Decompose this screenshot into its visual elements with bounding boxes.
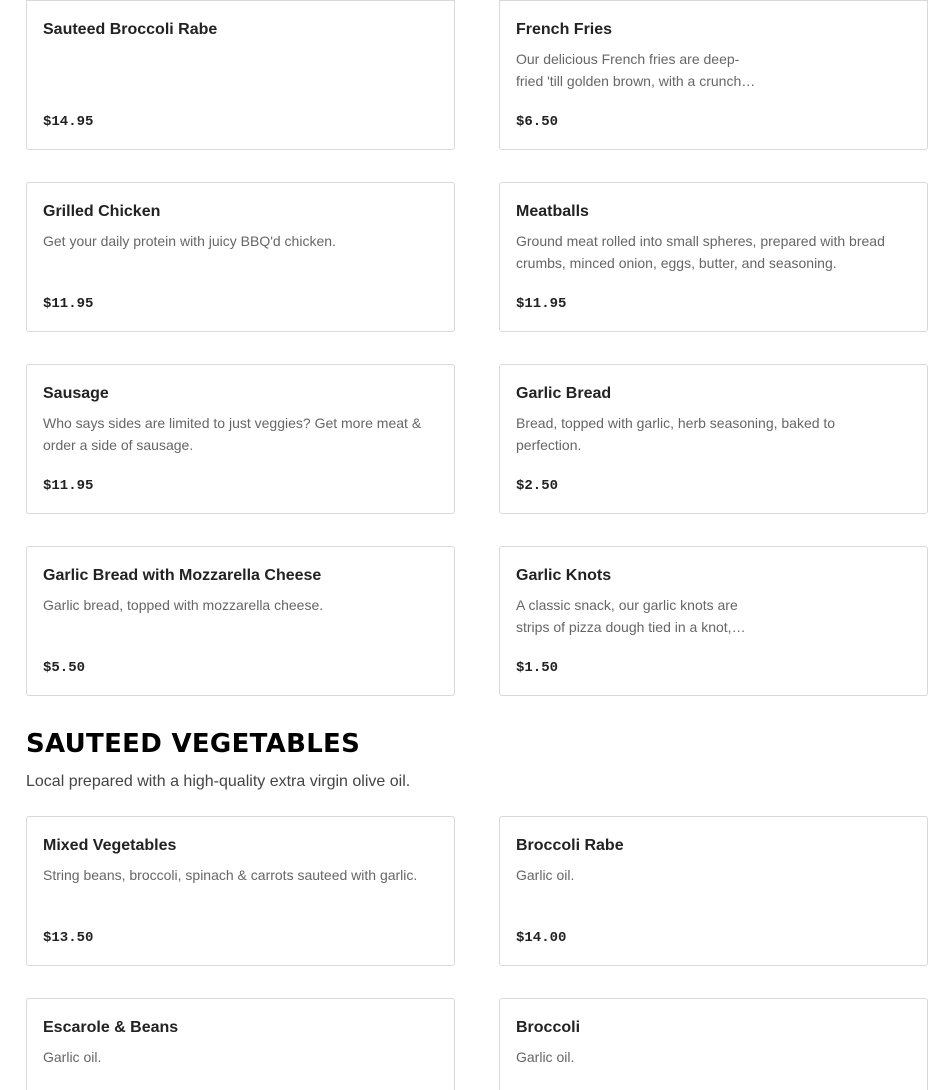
menu-item-description: Garlic oil. (43, 1049, 102, 1065)
menu-items-grid (26, 0, 928, 696)
menu-item-description: Who says sides are limited to just veggies? Get more meat & order a side of sausage. (43, 415, 422, 453)
menu-item-name: Grilled Chicken (43, 203, 161, 220)
menu-item-price: $14.95 (43, 114, 94, 130)
menu-item-price: $11.95 (516, 296, 567, 312)
menu-item-name: Sauteed Broccoli Rabe (43, 21, 218, 38)
menu-item-description: Ground meat rolled into small spheres, prepared with bread crumbs, minced onion, eggs, butter, and seasoning. (516, 233, 885, 271)
menu-item-description: Garlic oil. (516, 867, 575, 883)
menu-item-card-broccoli-rabe[interactable] (499, 816, 928, 966)
menu-item-card-garlic-bread-mozzarella[interactable] (26, 546, 455, 696)
menu-item-card-mixed-vegetables[interactable] (26, 816, 455, 966)
menu-item-description: Garlic oil. (516, 1049, 575, 1065)
menu-item-price: $13.50 (43, 930, 94, 946)
menu-item-price: $2.50 (516, 478, 559, 494)
sauteed-vegetables-grid (26, 816, 928, 1090)
menu-item-card-broccoli[interactable] (499, 998, 928, 1090)
menu-item-price: $11.95 (43, 296, 94, 312)
menu-item-description: Our delicious French fries are deep-fried 'till golden brown, with a crunch… (516, 51, 756, 89)
menu-item-price: $6.50 (516, 114, 559, 130)
menu-item-price: $11.95 (43, 478, 94, 494)
menu-item-card-escarole-beans[interactable] (26, 998, 455, 1090)
menu-item-card-sausage[interactable] (26, 364, 455, 514)
section-header (26, 726, 928, 794)
menu-item-name: Meatballs (516, 203, 589, 220)
menu-item-description: Garlic bread, topped with mozzarella cheese. (43, 597, 324, 613)
menu-item-name: Sausage (43, 385, 109, 402)
menu-item-price: $1.50 (516, 660, 559, 676)
menu-item-name: Mixed Vegetables (43, 837, 177, 854)
menu-item-price: $5.50 (43, 660, 86, 676)
menu-item-card-french-fries[interactable] (499, 0, 928, 150)
menu-item-price: $14.00 (516, 930, 567, 946)
menu-item-card-sauteed-broccoli-rabe[interactable] (26, 0, 455, 150)
menu-item-name: French Fries (516, 21, 613, 38)
menu-item-name: Escarole & Beans (43, 1019, 179, 1036)
menu-item-description: String beans, broccoli, spinach & carrots sauteed with garlic. (43, 867, 418, 883)
section-subtitle: Local prepared with a high-quality extra virgin olive oil. (26, 773, 411, 790)
menu-item-description: A classic snack, our garlic knots are strips of pizza dough tied in a knot,… (516, 597, 746, 635)
menu-item-name: Broccoli (516, 1019, 581, 1036)
menu-item-card-meatballs[interactable] (499, 182, 928, 332)
menu-item-name: Garlic Bread (516, 385, 612, 402)
menu-item-card-garlic-bread[interactable] (499, 364, 928, 514)
menu-item-name: Garlic Knots (516, 567, 612, 584)
menu-item-card-grilled-chicken[interactable] (26, 182, 455, 332)
section-title: SAUTEED VEGETABLES (26, 729, 361, 759)
menu-item-description: Bread, topped with garlic, herb seasoning, baked to perfection. (516, 415, 836, 453)
menu-item-name: Garlic Bread with Mozzarella Cheese (43, 567, 322, 584)
menu-item-card-garlic-knots[interactable] (499, 546, 928, 696)
menu-item-name: Broccoli Rabe (516, 837, 624, 854)
menu-item-description: Get your daily protein with juicy BBQ'd chicken. (43, 233, 336, 249)
